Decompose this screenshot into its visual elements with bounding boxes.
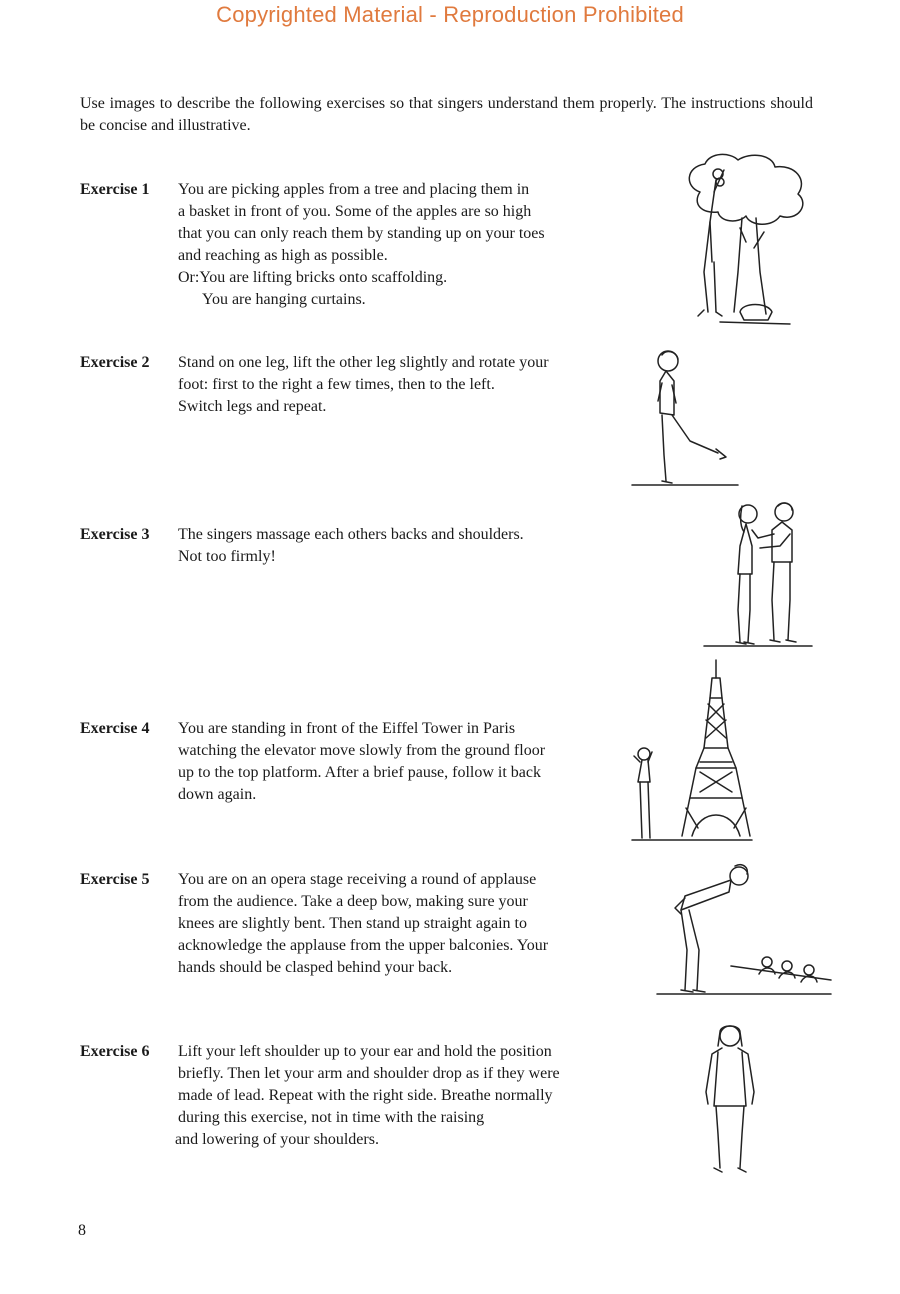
copyright-watermark: Copyrighted Material - Reproduction Prohibited — [216, 2, 684, 27]
description-line: made of lead. Repeat with the right side. Breathe normally — [178, 1087, 553, 1104]
exercise-description — [178, 869, 638, 979]
intro-paragraph: Use images to describe the following exercises so that singers understand them properly. The instructions should be concise and illustrative. — [80, 95, 813, 134]
exercise-label: Exercise 6 — [80, 1043, 150, 1060]
exercise-description — [178, 179, 638, 311]
description-line: and reaching as high as possible. — [178, 247, 388, 264]
description-line: Switch legs and repeat. — [178, 398, 327, 415]
description-line: from the audience. Take a deep bow, making sure your — [178, 893, 528, 910]
description-line: Lift your left shoulder up to your ear and hold the position — [178, 1043, 552, 1060]
shoulder-massage-illustration — [700, 500, 815, 650]
description-line: acknowledge the applause from the upper balconies. Your — [178, 937, 549, 954]
description-line: up to the top platform. After a brief pause, follow it back — [178, 764, 542, 781]
description-line: Or:You are lifting bricks onto scaffolding. — [178, 269, 448, 286]
eiffel-tower-illustration — [630, 658, 755, 843]
description-line: The singers massage each others backs and shoulders. — [178, 526, 524, 543]
description-line: knees are slightly bent. Then stand up straight again to — [178, 915, 527, 932]
exercise-label: Exercise 5 — [80, 871, 150, 888]
bow-illustration — [655, 862, 833, 1002]
exercise-label: Exercise 1 — [80, 181, 150, 198]
exercise-description — [178, 352, 638, 418]
exercise-label: Exercise 4 — [80, 720, 150, 737]
exercise-label: Exercise 3 — [80, 526, 150, 543]
description-line: that you can only reach them by standing up on your toes — [178, 225, 545, 242]
description-line: You are standing in front of the Eiffel Tower in Paris — [178, 720, 516, 737]
description-line: briefly. Then let your arm and shoulder drop as if they were — [178, 1065, 560, 1082]
description-line: a basket in front of you. Some of the apples are so high — [178, 203, 532, 220]
description-line: You are on an opera stage receiving a round of applause — [178, 871, 537, 888]
exercise-label: Exercise 2 — [80, 354, 150, 371]
description-line: hands should be clasped behind your back. — [178, 959, 453, 976]
page-number: 8 — [78, 1222, 86, 1239]
description-line: and lowering of your shoulders. — [175, 1131, 379, 1148]
description-line: watching the elevator move slowly from the ground floor — [178, 742, 546, 759]
apple-tree-illustration — [680, 152, 820, 332]
description-line: foot: first to the right a few times, then to the left. — [178, 376, 495, 393]
exercise-description — [178, 524, 638, 568]
exercise-description — [178, 718, 638, 806]
description-line: You are picking apples from a tree and placing them in — [178, 181, 530, 198]
description-line: down again. — [178, 786, 257, 803]
description-line: Stand on one leg, lift the other leg slightly and rotate your — [178, 354, 549, 371]
shoulder-lift-illustration — [700, 1022, 760, 1177]
description-line: Not too firmly! — [178, 548, 276, 565]
description-line: during this exercise, not in time with the raising — [178, 1109, 485, 1126]
exercise-description — [175, 1041, 638, 1151]
description-line: You are hanging curtains. — [202, 291, 366, 308]
one-leg-stand-illustration — [630, 345, 740, 490]
